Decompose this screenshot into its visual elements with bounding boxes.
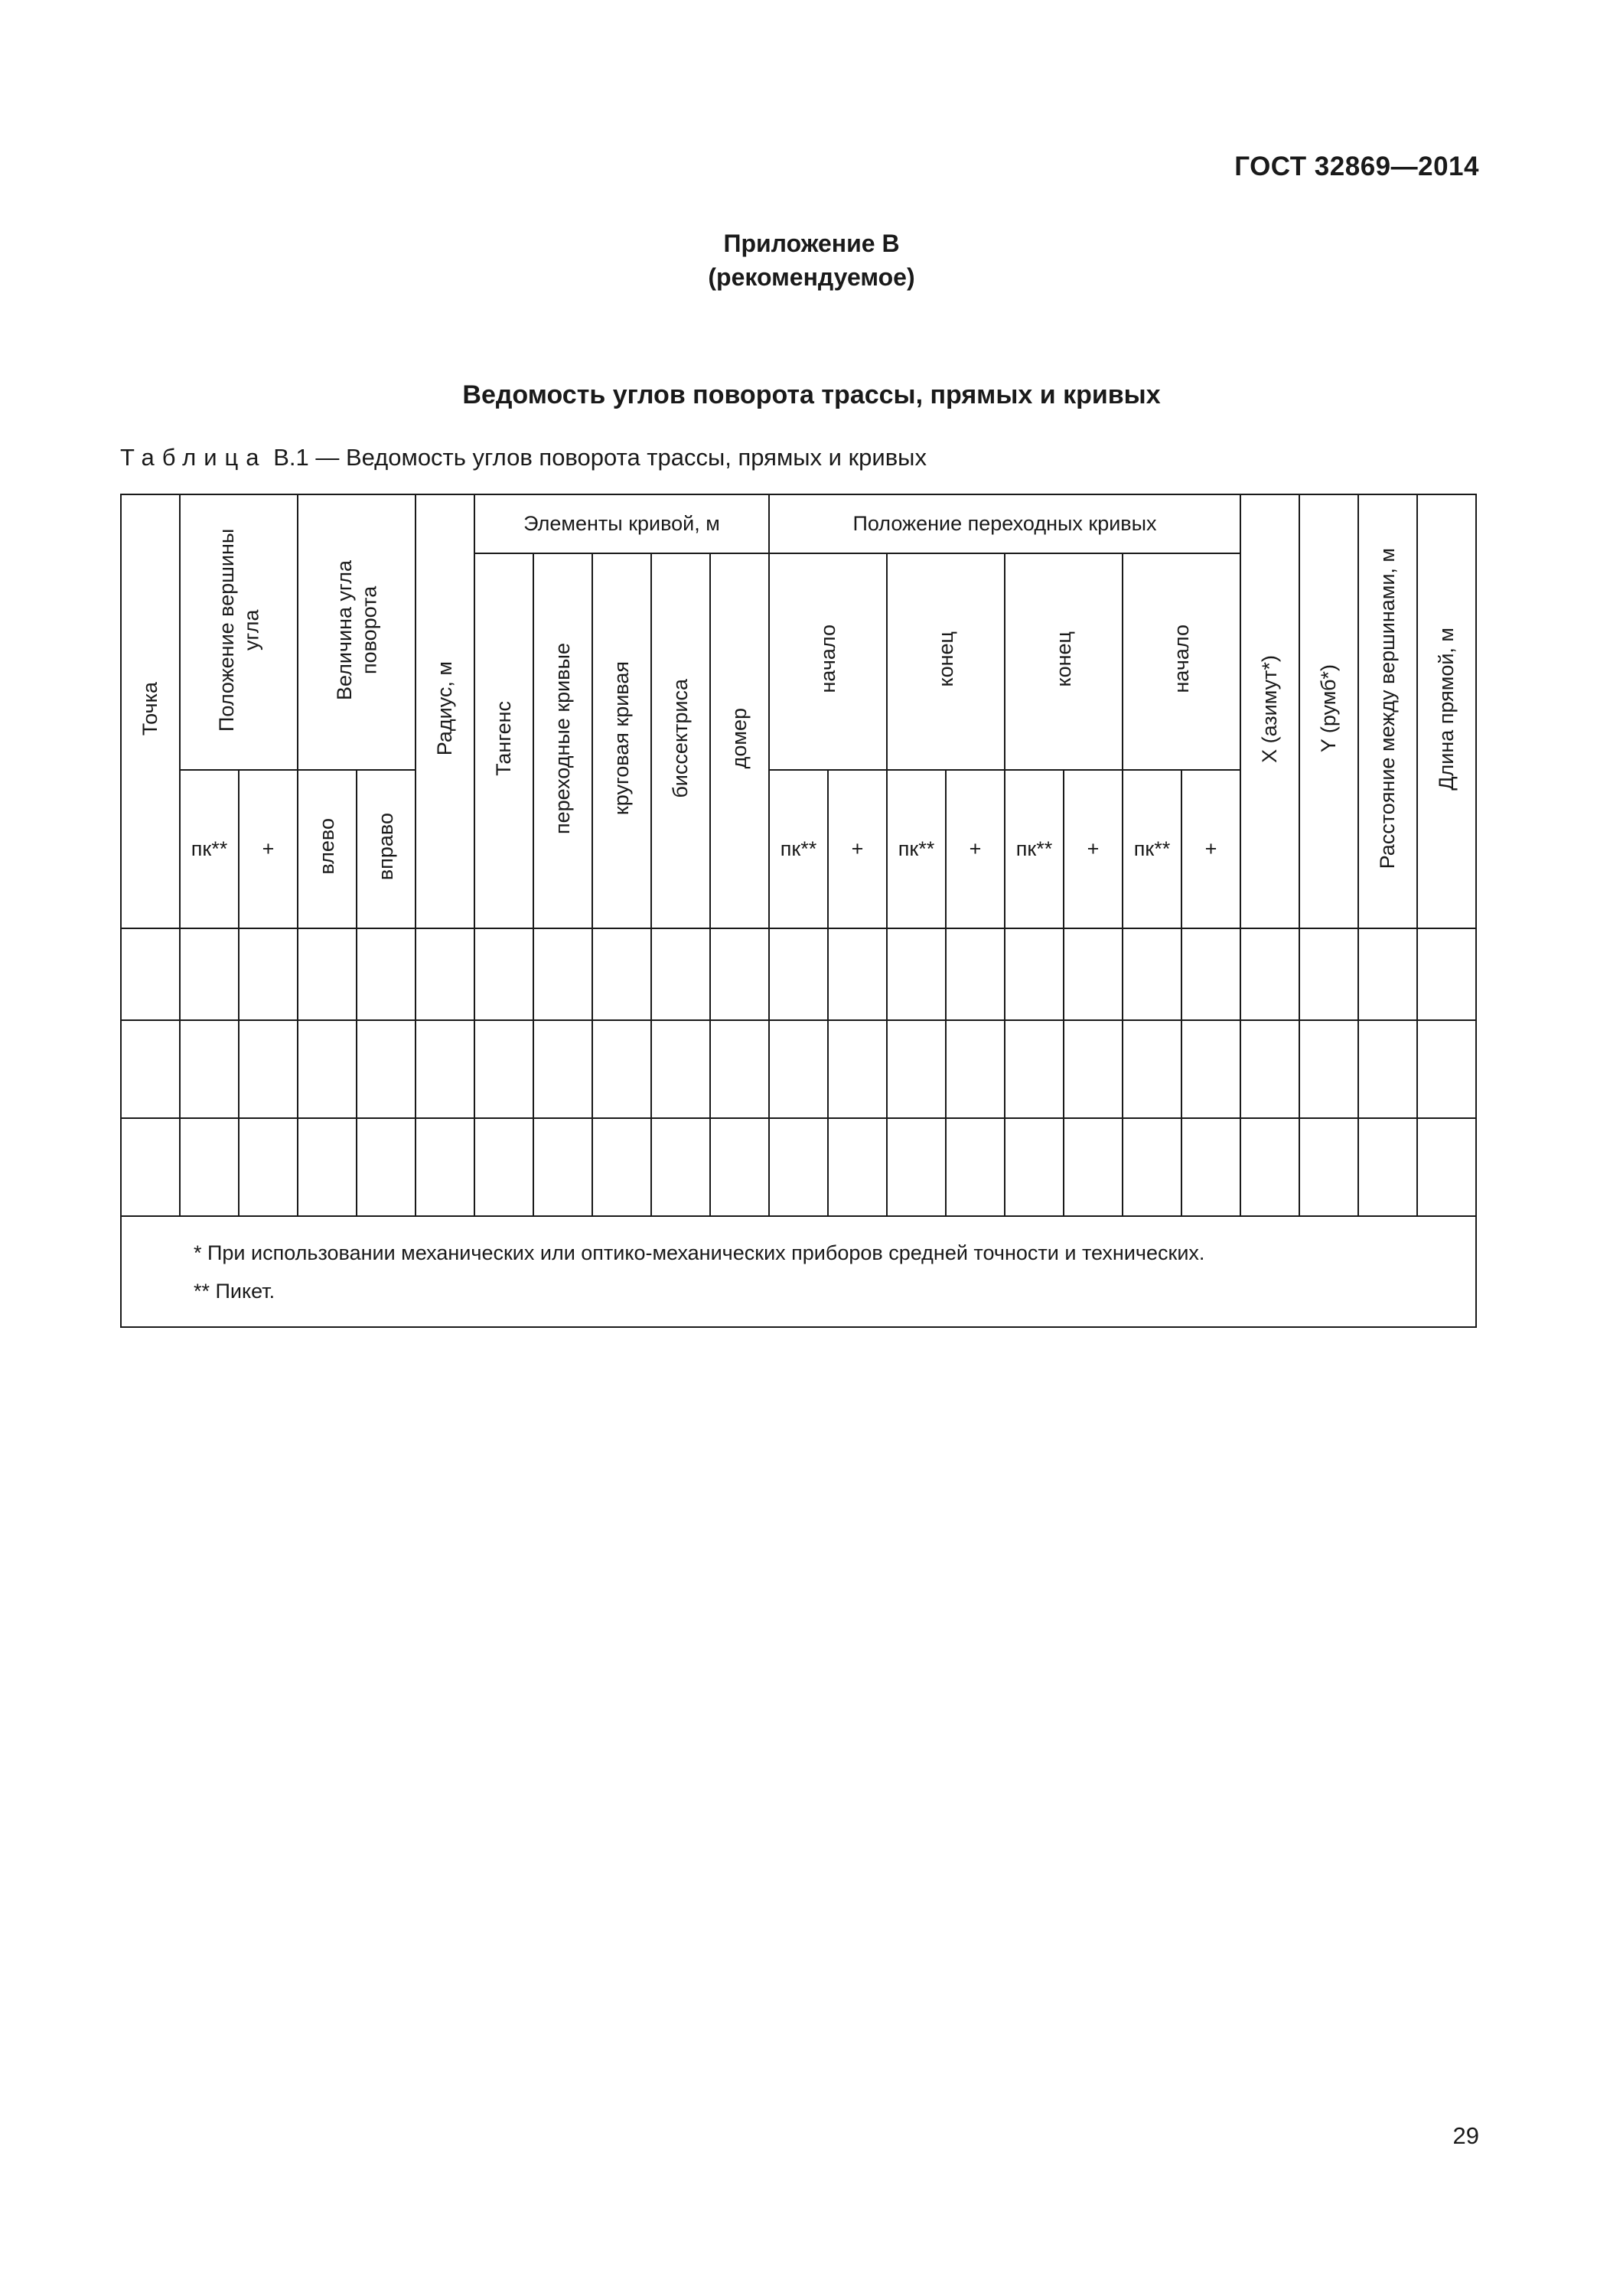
note-accuracy: * При использовании механических или оптико-механических приборов средней точности и технических.	[194, 1241, 1205, 1264]
table-cell	[239, 1020, 298, 1118]
table-cell	[1358, 1020, 1417, 1118]
table-cell	[946, 1020, 1005, 1118]
table-cell	[180, 1020, 239, 1118]
header-end-2-plus: +	[1064, 770, 1123, 928]
header-vertex-pk: пк**	[180, 770, 239, 928]
page-number: 29	[1452, 2122, 1479, 2149]
table-cell	[239, 928, 298, 1020]
table-cell	[592, 1118, 651, 1216]
table-cell	[1240, 1020, 1299, 1118]
document-code: ГОСТ 32869—2014	[1234, 152, 1479, 181]
table-cell	[1181, 1118, 1240, 1216]
header-start-1-label: начало	[816, 625, 839, 693]
header-domer	[710, 553, 769, 928]
header-tangent-label: Тангенс	[492, 700, 516, 776]
header-radius-label: Радиус, м	[433, 661, 457, 756]
header-bisector	[651, 553, 710, 928]
table-cell	[887, 1020, 946, 1118]
table-cell	[1005, 928, 1064, 1020]
table-notes	[121, 1216, 1476, 1327]
header-straight-length-label: Длина прямой, м	[1435, 627, 1458, 791]
header-start-1	[769, 553, 887, 770]
header-vertex-distance	[1358, 494, 1417, 928]
header-start-1-plus: +	[828, 770, 887, 928]
table-cell	[1064, 1118, 1123, 1216]
table-cell	[1123, 928, 1181, 1020]
header-vertex-distance-label: Расстояние между вершинами, м	[1376, 548, 1400, 869]
table-cell	[828, 1020, 887, 1118]
table-cell	[121, 928, 180, 1020]
table-cell	[416, 928, 474, 1020]
table-cell	[533, 1118, 592, 1216]
table-cell	[1123, 1020, 1181, 1118]
table-cell	[1417, 928, 1476, 1020]
table-cell	[1358, 928, 1417, 1020]
table-cell	[533, 928, 592, 1020]
table-cell	[474, 928, 533, 1020]
table-cell	[416, 1118, 474, 1216]
header-angle-value	[298, 494, 416, 770]
table-cell	[592, 928, 651, 1020]
table-caption-text: В.1 — Ведомость углов поворота трассы, прямых и кривых	[273, 444, 927, 471]
table-cell	[357, 928, 416, 1020]
header-angle-right-label: вправо	[374, 812, 398, 881]
header-y-rhumb	[1299, 494, 1358, 928]
table-cell	[1064, 1020, 1123, 1118]
header-circular-curve-label: круговая кривая	[610, 660, 634, 816]
table-cell	[180, 928, 239, 1020]
header-curve-elements: Элементы кривой, м	[474, 494, 769, 553]
table-cell	[474, 1118, 533, 1216]
notes-row	[121, 1216, 1476, 1327]
table-cell	[1064, 928, 1123, 1020]
table-cell	[121, 1118, 180, 1216]
table-cell	[357, 1118, 416, 1216]
table-cell	[651, 928, 710, 1020]
section-title: Ведомость углов поворота трассы, прямых и кривых	[462, 380, 1161, 409]
table-cell	[1240, 928, 1299, 1020]
table-cell	[651, 1020, 710, 1118]
header-x-azimuth	[1240, 494, 1299, 928]
header-end-1-plus: +	[946, 770, 1005, 928]
header-transition-curves-label: переходные кривые	[551, 642, 575, 834]
table-cell	[1181, 1020, 1240, 1118]
header-vertex-position	[180, 494, 298, 770]
appendix-heading	[0, 227, 1623, 294]
table-cell	[946, 928, 1005, 1020]
header-circular-curve	[592, 553, 651, 928]
table-cell	[1299, 1118, 1358, 1216]
table-row	[121, 928, 1476, 1020]
header-start-2-label: начало	[1169, 625, 1193, 693]
table-cell	[1299, 1020, 1358, 1118]
table-row	[121, 1020, 1476, 1118]
header-vertex-position-label: Положение вершины угла	[214, 527, 262, 732]
header-tangent	[474, 553, 533, 928]
appendix-title: Приложение В	[723, 230, 900, 257]
table-cell	[592, 1020, 651, 1118]
table-cell	[1299, 928, 1358, 1020]
table-cell	[828, 928, 887, 1020]
header-angle-value-label: Величина угла поворота	[332, 559, 380, 700]
table-cell	[1005, 1118, 1064, 1216]
table-caption	[120, 444, 927, 471]
table-cell	[121, 1020, 180, 1118]
header-start-2-pk: пк**	[1123, 770, 1181, 928]
appendix-status: (рекомендуемое)	[708, 263, 915, 291]
table-cell	[1417, 1118, 1476, 1216]
table-cell	[239, 1118, 298, 1216]
header-end-1-pk: пк**	[887, 770, 946, 928]
table-cell	[474, 1020, 533, 1118]
table-cell	[298, 928, 357, 1020]
header-end-2	[1005, 553, 1123, 770]
note-picket: ** Пикет.	[194, 1279, 275, 1303]
table-cell	[1240, 1118, 1299, 1216]
table-cell	[1181, 928, 1240, 1020]
table-cell	[710, 928, 769, 1020]
header-transition-position: Положение переходных кривых	[769, 494, 1240, 553]
table-cell	[946, 1118, 1005, 1216]
table-cell	[769, 1118, 828, 1216]
header-point	[121, 494, 180, 928]
table-cell	[769, 1020, 828, 1118]
header-start-1-pk: пк**	[769, 770, 828, 928]
table-cell	[710, 1118, 769, 1216]
table-caption-label: Таблица	[120, 444, 267, 471]
header-domer-label: домер	[728, 707, 751, 769]
table-cell	[828, 1118, 887, 1216]
header-vertex-plus: +	[239, 770, 298, 928]
table-cell	[1358, 1118, 1417, 1216]
table-cell	[416, 1020, 474, 1118]
table-cell	[887, 1118, 946, 1216]
header-end-2-label: конец	[1051, 631, 1075, 687]
header-x-azimuth-label: X (азимут*)	[1258, 654, 1282, 763]
table-cell	[710, 1020, 769, 1118]
header-angle-left-label: влево	[315, 818, 339, 875]
header-end-1-label: конец	[934, 631, 957, 687]
table-cell	[1417, 1020, 1476, 1118]
header-point-label: Точка	[139, 681, 162, 736]
table-cell	[887, 928, 946, 1020]
header-end-2-pk: пк**	[1005, 770, 1064, 928]
header-straight-length	[1417, 494, 1476, 928]
table-cell	[180, 1118, 239, 1216]
header-start-2-plus: +	[1181, 770, 1240, 928]
header-radius	[416, 494, 474, 928]
table-cell	[533, 1020, 592, 1118]
curves-table	[120, 494, 1477, 1328]
table-cell	[1005, 1020, 1064, 1118]
table-cell	[769, 928, 828, 1020]
header-row-1	[121, 494, 1476, 553]
table-cell	[298, 1020, 357, 1118]
header-start-2	[1123, 553, 1240, 770]
table-row	[121, 1118, 1476, 1216]
header-angle-right	[357, 770, 416, 928]
table-cell	[651, 1118, 710, 1216]
table-cell	[298, 1118, 357, 1216]
header-bisector-label: биссектриса	[669, 678, 693, 798]
header-end-1	[887, 553, 1005, 770]
header-transition-curves	[533, 553, 592, 928]
table-cell	[1123, 1118, 1181, 1216]
header-angle-left	[298, 770, 357, 928]
header-y-rhumb-label: Y (румб*)	[1317, 664, 1341, 753]
table-cell	[357, 1020, 416, 1118]
